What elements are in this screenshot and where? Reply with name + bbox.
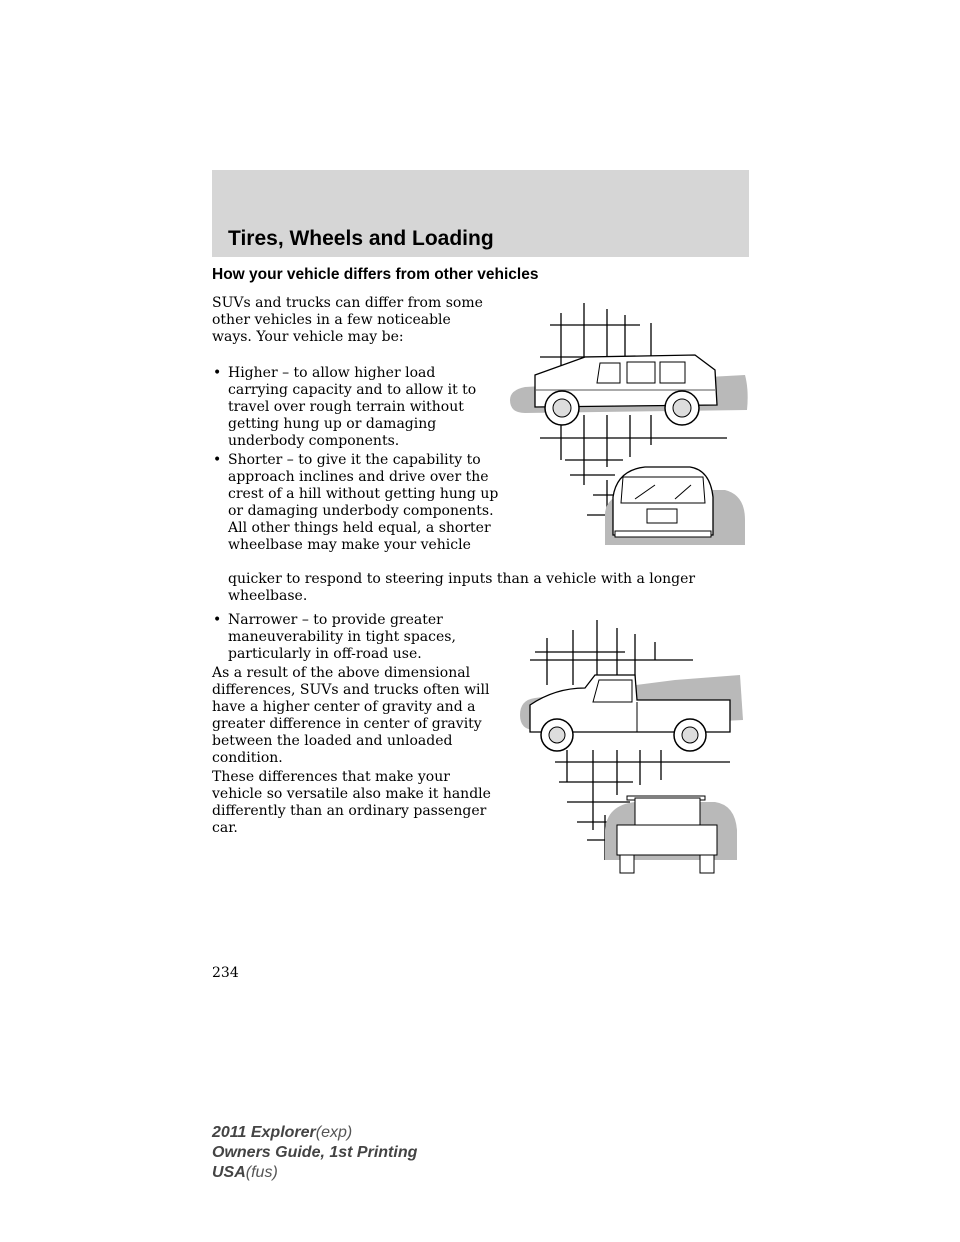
differences-paragraph: These differences that make your vehicle so versatile also make it handle differently than an ordinary passenger car.	[212, 769, 491, 836]
footer-line-3	[212, 1163, 417, 1183]
section-heading: How your vehicle differs from other vehicles	[212, 266, 539, 283]
footer	[212, 1123, 417, 1183]
footer-guide: Owners Guide, 1st Printing	[212, 1144, 418, 1161]
footer-line-2	[212, 1143, 417, 1163]
bullet-text: Narrower – to provide greater maneuverability in tight spaces, particularly in off-road use.	[228, 612, 456, 662]
page-number: 234	[212, 965, 239, 981]
bullet-higher	[212, 365, 494, 450]
bullet-text: Higher – to allow higher load carrying capacity and to allow it to travel over rough terrain without getting hung up or damaging underbody components.	[228, 365, 477, 449]
pickup-truck-illustration	[515, 620, 750, 875]
bullet-marker: •	[213, 365, 222, 381]
footer-market: USA	[212, 1164, 246, 1181]
footer-model-code: (exp)	[315, 1124, 353, 1141]
bullet-marker: •	[213, 452, 222, 468]
result-paragraph: As a result of the above dimensional differences, SUVs and trucks often will have a higher center of gravity and a greater difference in center of gravity between the loaded and unloaded condition.	[212, 665, 490, 766]
header-bar	[212, 170, 749, 257]
page-title: Tires, Wheels and Loading	[228, 227, 494, 250]
bullet-narrower	[212, 612, 494, 663]
bullet-shorter-continued: quicker to respond to steering inputs than a vehicle with a longer wheelbase.	[228, 571, 696, 604]
footer-line-1	[212, 1123, 417, 1143]
suv-illustration	[505, 295, 750, 555]
intro-paragraph: SUVs and trucks can differ from some other vehicles in a few noticeable ways. Your vehicle may be:	[212, 295, 483, 345]
footer-market-code: (fus)	[245, 1164, 278, 1181]
bullet-text: Shorter – to give it the capability to approach inclines and drive over the crest of a hill without getting hung up or damaging underbody components. All other things held equal, a shorter wheelbase may make your vehicle	[228, 452, 499, 553]
bullet-shorter	[212, 452, 502, 554]
bullet-marker: •	[213, 612, 222, 628]
footer-model: 2011 Explorer	[212, 1124, 316, 1141]
